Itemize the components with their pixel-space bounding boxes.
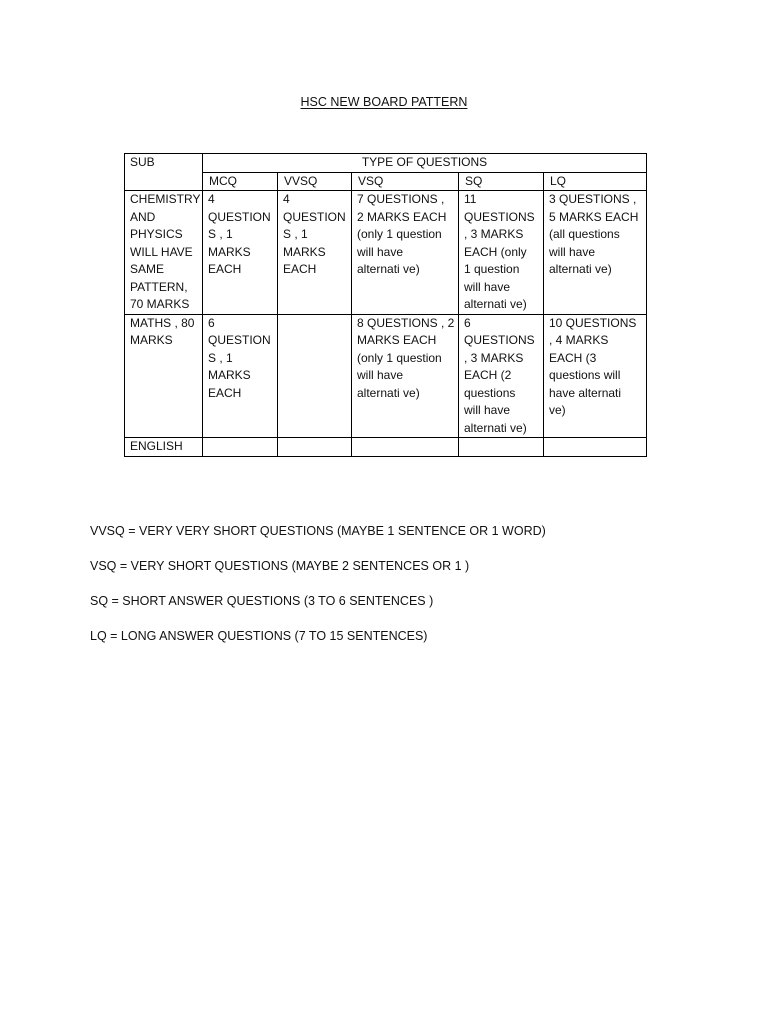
cell-line: 70 MARKS — [130, 297, 190, 311]
cell-line: MARKS — [208, 244, 251, 259]
cell-line: will have — [464, 403, 511, 417]
column-header-lq: LQ — [544, 172, 647, 191]
mcq-cell — [203, 438, 278, 457]
cell-line: EACH — [208, 385, 242, 400]
table-header-row — [125, 154, 647, 173]
cell-line: CHEMISTRY — [130, 192, 201, 206]
vsq-cell — [352, 438, 459, 457]
cell-line: will have — [549, 244, 596, 259]
cell-line: questions will — [549, 368, 621, 382]
cell-line: ve) — [549, 403, 566, 417]
cell-line: PATTERN, — [130, 279, 188, 294]
lq-cell — [544, 191, 647, 315]
cell-line: will have — [357, 244, 404, 259]
question-pattern-table — [124, 153, 647, 457]
column-header-vvsq: VVSQ — [278, 172, 352, 191]
cell-line: have alternati — [549, 385, 622, 400]
cell-line: 4 — [283, 192, 290, 206]
sq-cell — [459, 191, 544, 315]
subject-cell — [125, 191, 203, 315]
cell-line: (only 1 question — [357, 227, 442, 241]
cell-line: will have — [357, 368, 404, 382]
cell-line: , 4 MARKS — [549, 333, 609, 347]
cell-line: 2 MARKS EACH — [357, 209, 447, 224]
cell-line: alternati ve) — [357, 385, 420, 400]
cell-line: MARKS — [283, 244, 326, 259]
type-of-questions-header: TYPE OF QUESTIONS — [203, 154, 647, 173]
cell-line: SAME — [130, 262, 165, 276]
cell-line: 1 question — [464, 262, 520, 276]
cell-line: MARKS — [130, 333, 173, 347]
subject-cell — [125, 438, 203, 457]
cell-line: AND — [130, 209, 156, 224]
table-row — [125, 191, 647, 315]
vsq-cell — [352, 314, 459, 438]
cell-line: alternati ve) — [357, 262, 420, 276]
legend-sq: SQ = SHORT ANSWER QUESTIONS (3 TO 6 SENTENCES ) — [90, 594, 434, 608]
cell-line: alternati ve) — [549, 262, 612, 276]
cell-line: EACH (only — [464, 244, 527, 259]
cell-line: MATHS , 80 — [130, 315, 195, 330]
mcq-cell — [203, 191, 278, 315]
sq-cell — [459, 314, 544, 438]
cell-line: 8 QUESTIONS , 2 — [357, 315, 455, 330]
cell-line: alternati ve) — [464, 297, 527, 311]
table-subheader-row — [125, 172, 647, 191]
cell-line: questions — [464, 385, 516, 400]
column-header-sq: SQ — [459, 172, 544, 191]
vvsq-cell — [278, 191, 352, 315]
legend-vsq: VSQ = VERY SHORT QUESTIONS (MAYBE 2 SENTENCES OR 1 ) — [90, 559, 470, 573]
cell-line: 7 QUESTIONS , — [357, 192, 445, 206]
vsq-cell — [352, 191, 459, 315]
cell-line: WILL HAVE — [130, 244, 193, 259]
cell-line: , 3 MARKS — [464, 350, 524, 365]
vvsq-cell — [278, 314, 352, 438]
page-title: HSC NEW BOARD PATTERN — [300, 95, 468, 109]
cell-line: (all questions — [549, 227, 620, 241]
column-header-vsq: VSQ — [352, 172, 459, 191]
cell-line: 6 — [464, 315, 471, 330]
cell-line: alternati ve) — [464, 420, 527, 435]
cell-line: MARKS EACH — [357, 333, 437, 347]
cell-line: , 3 MARKS — [464, 227, 524, 241]
cell-line: EACH — [208, 262, 242, 276]
sq-cell — [459, 438, 544, 457]
cell-line: EACH (3 — [549, 350, 597, 365]
cell-line: 4 — [208, 192, 215, 206]
cell-line: 5 MARKS EACH — [549, 209, 639, 224]
cell-line: MARKS — [208, 368, 251, 382]
cell-line: 6 — [208, 315, 215, 330]
subject-cell — [125, 314, 203, 438]
cell-line: S , 1 — [208, 227, 233, 241]
cell-line: 3 QUESTIONS , — [549, 192, 637, 206]
legend-lq: LQ = LONG ANSWER QUESTIONS (7 TO 15 SENTENCES) — [90, 629, 428, 643]
cell-line: QUESTIONS — [464, 209, 535, 224]
cell-line: EACH (2 — [464, 368, 512, 382]
cell-line: QUESTION — [208, 209, 271, 224]
cell-line: S , 1 — [208, 350, 233, 365]
cell-line: ENGLISH — [130, 439, 183, 453]
cell-line: EACH — [283, 262, 317, 276]
cell-line: S , 1 — [283, 227, 308, 241]
vvsq-cell — [278, 438, 352, 457]
legend-vvsq: VVSQ = VERY VERY SHORT QUESTIONS (MAYBE 1 SENTENCE OR 1 WORD) — [90, 524, 546, 538]
cell-line: QUESTION — [208, 333, 271, 347]
cell-line: QUESTIONS — [464, 333, 535, 347]
table-row — [125, 314, 647, 438]
cell-line: PHYSICS — [130, 227, 183, 241]
lq-cell — [544, 314, 647, 438]
cell-line: 11 — [464, 192, 477, 206]
cell-line: (only 1 question — [357, 350, 442, 365]
sub-header-cell: SUB — [125, 154, 203, 191]
lq-cell — [544, 438, 647, 457]
table-row — [125, 438, 647, 457]
cell-line: 10 QUESTIONS — [549, 315, 637, 330]
mcq-cell — [203, 314, 278, 438]
column-header-mcq: MCQ — [203, 172, 278, 191]
cell-line: will have — [464, 279, 511, 294]
cell-line: QUESTION — [283, 209, 346, 224]
